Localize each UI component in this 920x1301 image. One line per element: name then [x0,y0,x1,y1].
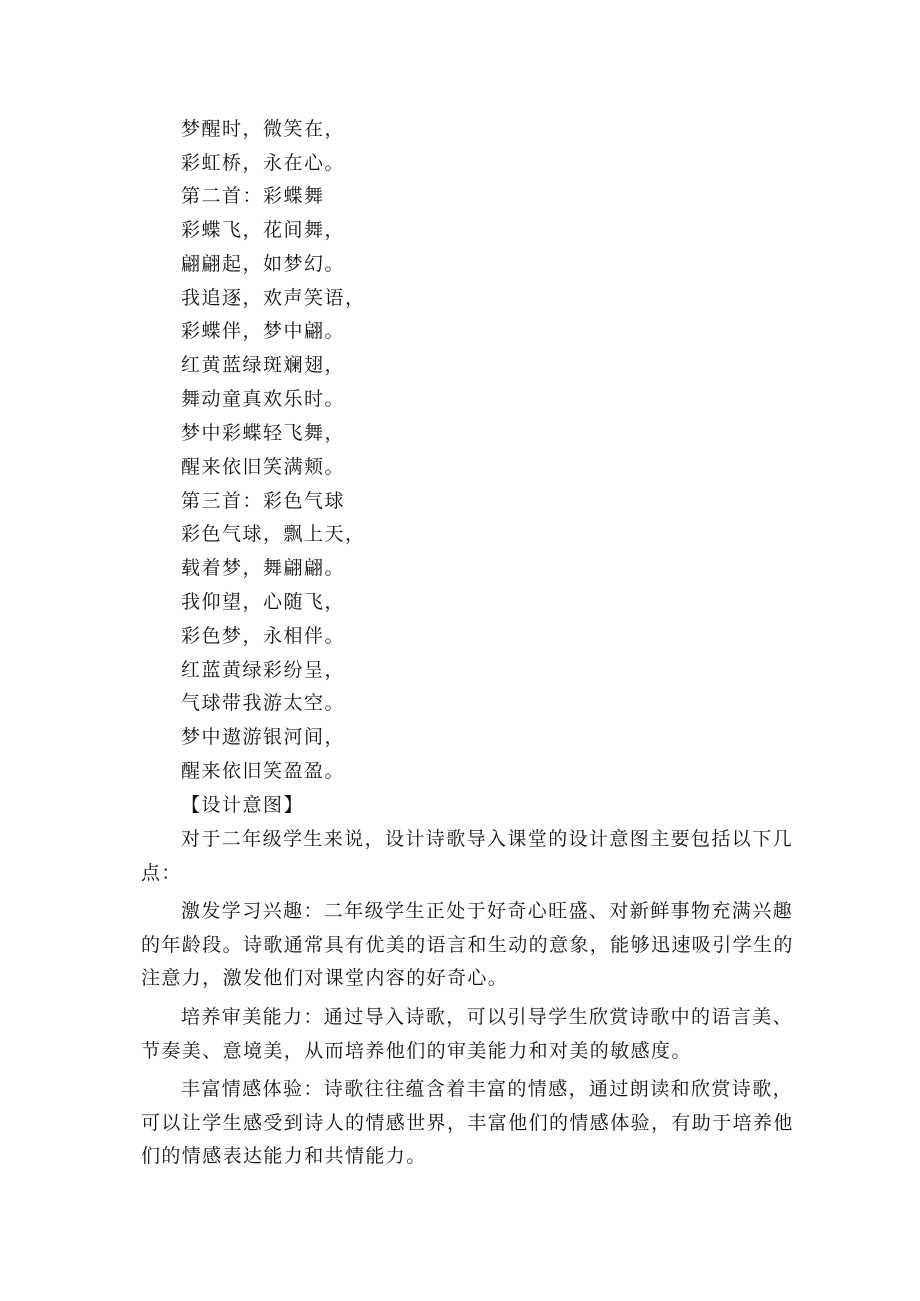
poem-line: 红蓝黄绿彩纷呈， [181,659,346,681]
poem-line: 彩蝶飞，花间舞， [181,219,346,241]
poem-line: 彩蝶伴，梦中翩。 [181,320,346,342]
poem-title: 第二首：彩蝶舞 [181,185,325,207]
poem-line: 梦中彩蝶轻飞舞， [181,422,346,444]
poem-line: 载着梦，舞翩翩。 [181,557,346,579]
section-heading: 【设计意图】 [181,794,305,816]
poem-line: 彩色气球，飘上天， [181,523,366,545]
poem-line: 舞动童真欢乐时。 [181,388,346,410]
intro-paragraph: 对于二年级学生来说，设计诗歌导入课堂的设计意图主要包括以下几点： [141,828,794,884]
poem-line: 翩翩起，如梦幻。 [181,253,346,275]
body-paragraph: 培养审美能力：通过导入诗歌，可以引导学生欣赏诗歌中的语言美、节奏美、意境美，从而培养他们的审美能力和对美的敏感度。 [141,1006,794,1062]
poem-line: 彩虹桥，永在心。 [181,152,346,174]
poem-line: 气球带我游太空。 [181,692,346,714]
poem-line: 醒来依旧笑盈盈。 [181,760,346,782]
poem-title: 第三首：彩色气球 [181,490,346,512]
poem-line: 醒来依旧笑满颊。 [181,456,346,478]
poem-line: 梦中遨游银河间， [181,726,346,748]
poem-line: 梦醒时，微笑在， [181,118,346,140]
poem-line: 红黄蓝绿斑斓翅， [181,354,346,376]
poem-line: 彩色梦，永相伴。 [181,625,346,647]
body-paragraph: 丰富情感体验：诗歌往往蕴含着丰富的情感，通过朗读和欣赏诗歌，可以让学生感受到诗人的情感世界，丰富他们的情感体验，有助于培养他们的情感表达能力和共情能力。 [141,1078,794,1167]
body-paragraph: 激发学习兴趣：二年级学生正处于好奇心旺盛、对新鲜事物充满兴趣的年龄段。诗歌通常具有优美的语言和生动的意象，能够迅速吸引学生的注意力，激发他们对课堂内容的好奇心。 [141,900,794,989]
poem-line: 我仰望，心随飞， [181,591,346,613]
poem-line: 我追逐，欢声笑语， [181,287,366,309]
